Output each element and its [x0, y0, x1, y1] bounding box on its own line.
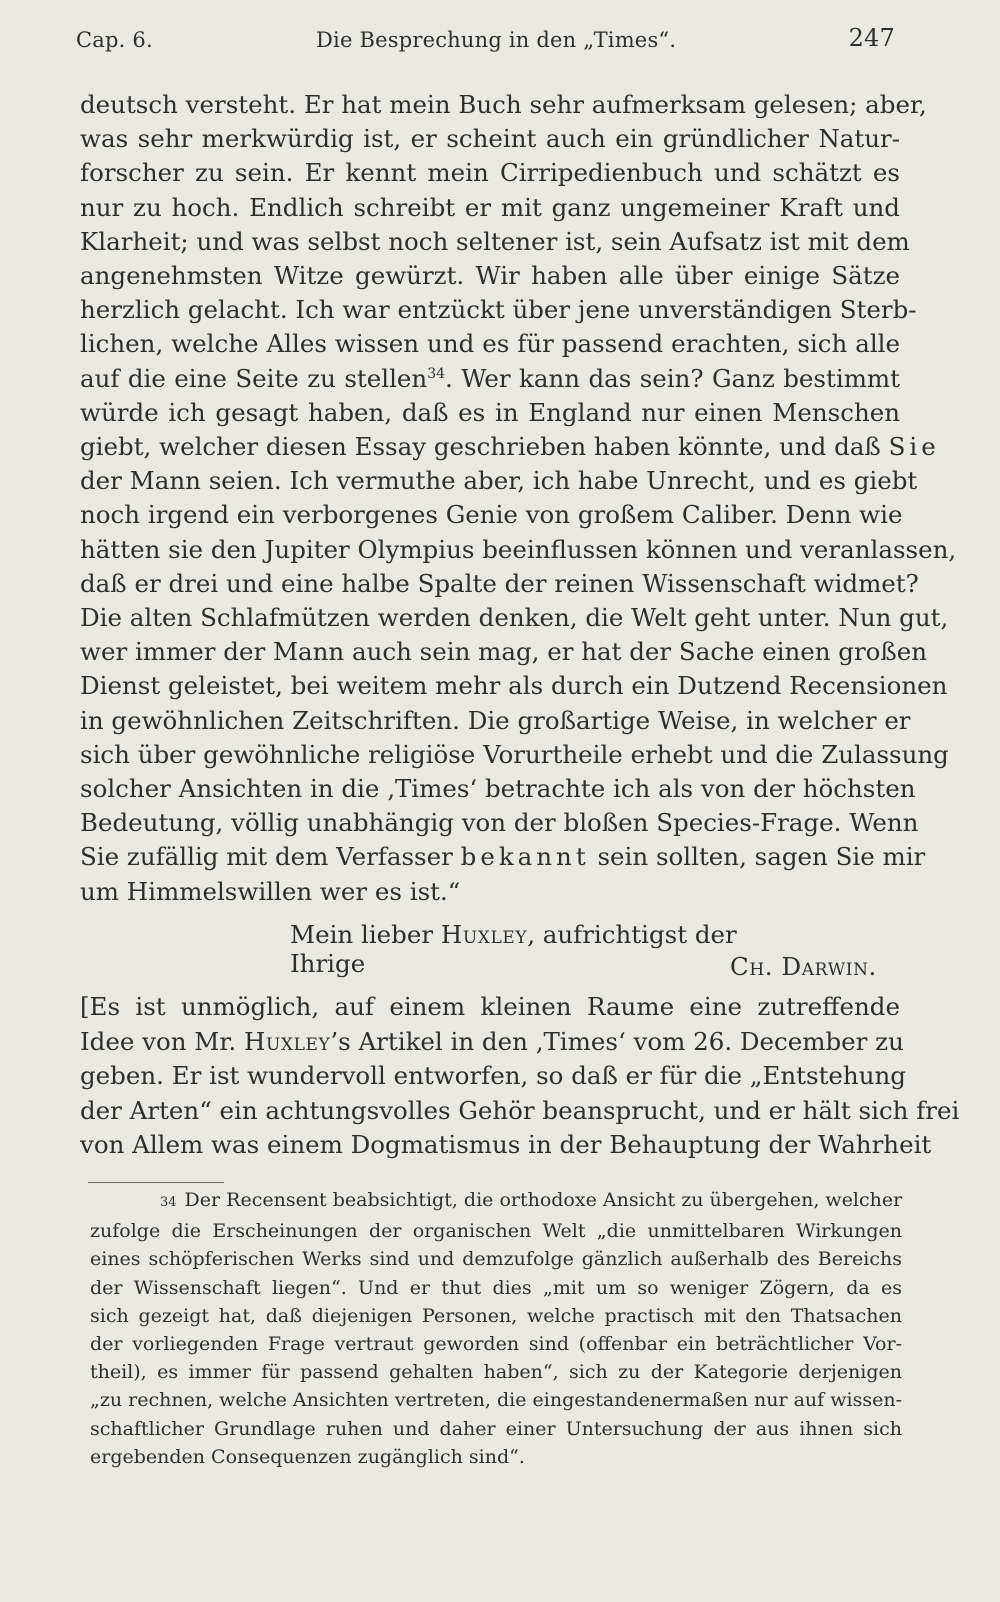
- footnote-line: theil), es immer für passend gehalten haben“, sich zu der Kategorie derjenigen: [90, 1361, 902, 1384]
- note-line: der Arten“ ein achtungsvolles Gehör beansprucht, und er hält sich frei: [80, 1095, 960, 1125]
- body-line: forscher zu sein. Er kennt mein Cirripedienbuch und schätzt es: [80, 158, 900, 188]
- footnote-marker: 34: [160, 1195, 177, 1210]
- body-line: Klarheit; und was selbst noch seltener ist, sein Aufsatz ist mit dem: [80, 226, 910, 256]
- body-line: noch irgend ein verborgenes Genie von großem Caliber. Denn wie: [80, 500, 903, 530]
- footnote-line: der Wissenschaft liegen“. Und er thut dies „mit um so weniger Zögern, da es: [90, 1276, 902, 1299]
- signature: [730, 952, 930, 981]
- body-line-text: Sie zufällig mit dem Verfasser: [80, 842, 453, 872]
- footnote-line-text: Der Recensent beabsichtigt, die orthodoxe Ansicht zu übergehen, welcher: [184, 1189, 903, 1211]
- note-line: [80, 1025, 904, 1060]
- note-line-text: Idee von Mr.: [80, 1026, 237, 1056]
- emphasized-word: Sie: [888, 432, 940, 462]
- body-line: angenehmsten Witze gewürzt. Wir haben alle über einige Sätze: [80, 261, 900, 291]
- body-line-text: auf die eine Seite zu stellen: [80, 363, 428, 393]
- note-line-text: ’s Artikel in den ‚Times‘ vom 26. December zu: [330, 1026, 904, 1056]
- body-line: der Mann seien. Ich vermuthe aber, ich habe Unrecht, und es giebt: [80, 466, 918, 496]
- footnote-line: der vorliegenden Frage vertraut geworden sind (offenbar ein beträchtlicher Vor-: [90, 1333, 902, 1356]
- note-line: geben. Er ist wundervoll entworfen, so daß er für die „Entstehung: [80, 1061, 906, 1090]
- footnote: [90, 1186, 902, 1471]
- emphasized-word: bekannt: [460, 842, 590, 872]
- salutation-prefix: Mein lieber: [290, 920, 434, 949]
- salutation-name: Huxley: [440, 920, 528, 949]
- footnote-line: [90, 1186, 902, 1217]
- signature-name: Ch. Darwin.: [730, 952, 877, 981]
- body-line: würde ich gesagt haben, daß es in England nur einen Menschen: [80, 397, 900, 427]
- body-line: in gewöhnlichen Zeitschriften. Die großartige Weise, in welcher er: [80, 705, 911, 735]
- footnote-line: schaftlicher Grundlage ruhen und daher einer Untersuchung der aus ihnen sich: [90, 1417, 902, 1440]
- salutation-suffix: , aufrichtigst der Ihrige: [290, 920, 737, 978]
- running-title: Die Besprechung in den „Times“.: [316, 28, 677, 52]
- body-line: nur zu hoch. Endlich schreibt er mit ganz ungemeiner Kraft und: [80, 192, 900, 222]
- footnote-divider: [88, 1182, 224, 1183]
- footnote-reference: 34: [427, 365, 446, 382]
- note-line: [Es ist unmöglich, auf einem kleinen Raume eine zutreffende: [80, 992, 900, 1021]
- body-line: Die alten Schlafmützen werden denken, die Welt geht unter. Nun gut,: [80, 603, 949, 633]
- body-line: daß er drei und eine halbe Spalte der reinen Wissenschaft widmet?: [80, 568, 919, 598]
- chapter-label: Cap. 6.: [76, 28, 153, 52]
- body-line: lichen, welche Alles wissen und es für passend erachten, sich alle: [80, 329, 900, 359]
- body-line: hätten sie den Jupiter Olympius beeinflussen können und veranlassen,: [80, 534, 957, 564]
- body-line: Bedeutung, völlig unabhängig von der bloßen Species-Frage. Wenn: [80, 808, 919, 838]
- running-header: [76, 24, 895, 58]
- body-line-text: . Wer kann das sein? Ganz bestimmt: [445, 363, 900, 393]
- letter-body: [80, 88, 957, 909]
- note-name: Huxley: [244, 1026, 331, 1056]
- footnote-line: „zu rechnen, welche Ansichten vertreten, die eingestandenermaßen nur auf wissen-: [90, 1389, 902, 1412]
- body-line: wer immer der Mann auch sein mag, er hat der Sache einen großen: [80, 637, 928, 667]
- body-line: [80, 840, 926, 874]
- body-line-text: sein sollten, sagen Sie mir: [597, 842, 926, 872]
- footnote-line: sich gezeigt hat, daß diejenigen Personen, welche practisch mit den Thatsachen: [90, 1304, 902, 1327]
- body-line: [80, 430, 940, 464]
- body-line: sich über gewöhnliche religiöse Vorurtheile erhebt und die Zulassung: [80, 739, 949, 769]
- footnote-line: eines schöpferischen Werks sind und demzufolge gänzlich außerhalb des Bereichs: [90, 1248, 902, 1271]
- body-line: [80, 362, 900, 396]
- body-line: solcher Ansichten in die ‚Times‘ betrachte ich als von der höchsten: [80, 774, 916, 804]
- body-line: deutsch versteht. Er hat mein Buch sehr aufmerksam gelesen; aber,: [80, 90, 927, 119]
- page-number: 247: [848, 24, 895, 52]
- editor-note: [80, 990, 960, 1163]
- note-line: von Allem was einem Dogmatismus in der Behauptung der Wahrheit: [80, 1130, 932, 1159]
- body-line-text: giebt, welcher diesen Essay geschrieben haben könnte, und daß: [80, 432, 881, 462]
- body-line: herzlich gelacht. Ich war entzückt über jene unverständigen Sterb-: [80, 295, 917, 325]
- body-line: was sehr merkwürdig ist, er scheint auch ein gründlicher Natur-: [80, 124, 900, 154]
- body-line: um Himmelswillen wer es ist.“: [80, 876, 461, 906]
- body-line: Dienst geleistet, bei weitem mehr als durch ein Dutzend Recensionen: [80, 671, 948, 701]
- footnote-line: ergebenden Consequenzen zugänglich sind“.: [90, 1445, 525, 1468]
- footnote-line: zufolge die Erscheinungen der organischen Welt „die unmittelbaren Wirkungen: [90, 1220, 902, 1243]
